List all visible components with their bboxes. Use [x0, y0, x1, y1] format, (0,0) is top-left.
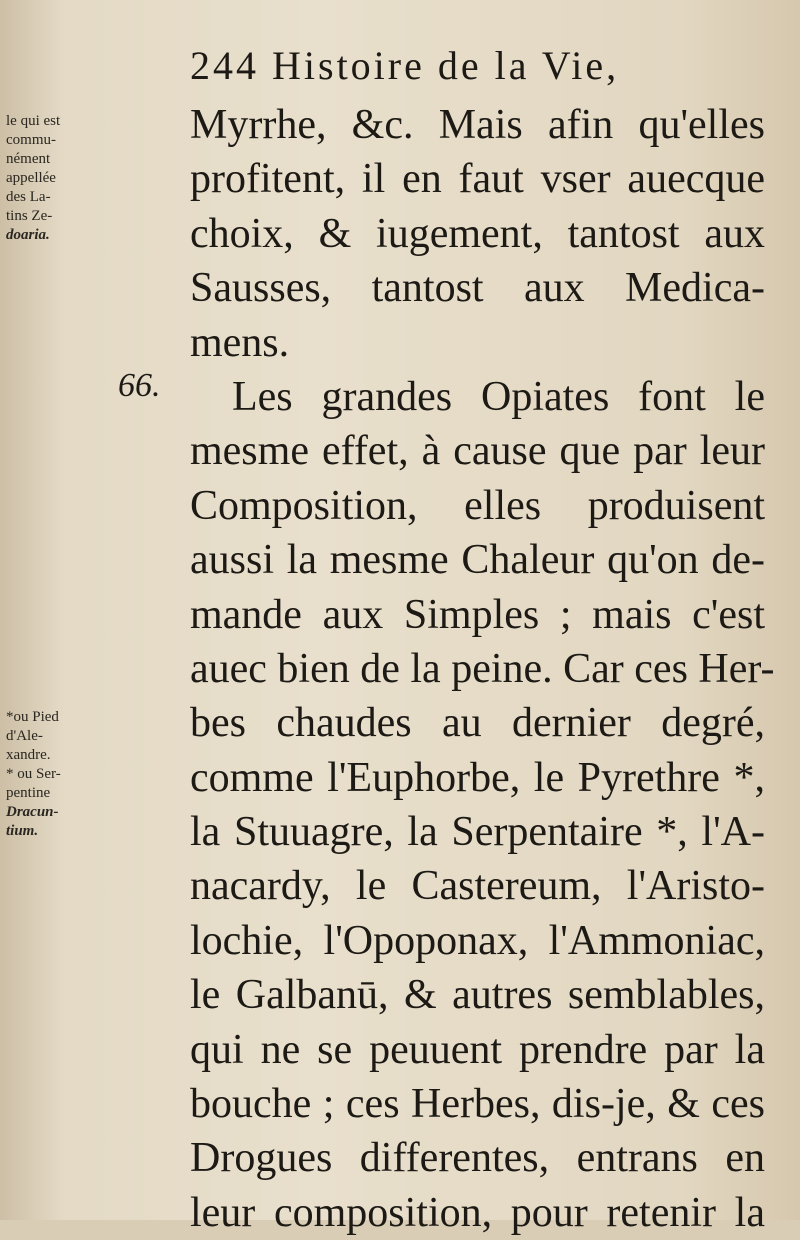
text-line: Sausses, tantost aux Medica-	[190, 265, 765, 312]
text-line: choix, & iugement, tantost aux	[190, 210, 765, 257]
text-line: Drogues differentes, entrans en	[190, 1135, 765, 1182]
margin-note-line: tium.	[6, 823, 39, 839]
text-line: la Stuuagre, la Serpentaire *, l'A-	[190, 809, 765, 856]
margin-note-line: appellée	[6, 170, 56, 186]
text-line: le Galbanū, & autres semblables,	[190, 972, 765, 1019]
text-line: leur composition, pour retenir la	[190, 1189, 765, 1236]
text-line: qui ne se peuuent prendre par la	[190, 1026, 765, 1073]
margin-note-line: nément	[6, 151, 51, 167]
margin-note-zedoaria	[6, 112, 90, 245]
margin-note-line: Dracun-	[6, 804, 59, 820]
margin-note-pied-dalexandre	[6, 708, 90, 841]
text-line: comme l'Euphorbe, le Pyrethre *,	[190, 754, 765, 801]
text-line: bes chaudes au dernier degré,	[190, 700, 765, 747]
text-line: auec bien de la peine. Car ces Her-	[190, 645, 775, 692]
text-line: Composition, elles produisent	[190, 482, 765, 529]
margin-note-line: commu-	[6, 132, 56, 148]
margin-note-line: le qui est	[6, 113, 61, 129]
text-line: mesme effet, à cause que par leur	[190, 428, 765, 475]
paragraph-number: 66.	[118, 367, 161, 404]
text-line: profitent, il en faut vser auecque	[190, 156, 765, 203]
text-line: bouche ; ces Herbes, dis-je, & ces	[190, 1081, 765, 1128]
margin-note-line: d'Ale-	[6, 728, 43, 744]
running-header: 244 Histoire de la Vie,	[190, 43, 620, 88]
margin-note-line: xandre.	[6, 747, 51, 763]
margin-note-line: * ou Ser-	[6, 766, 61, 782]
margin-note-line: des La-	[6, 189, 51, 205]
text-line: lochie, l'Opoponax, l'Ammoniac,	[190, 917, 765, 964]
text-line: aussi la mesme Chaleur qu'on de-	[190, 537, 765, 584]
body-text	[190, 98, 775, 1240]
text-line: nacardy, le Castereum, l'Aristo-	[190, 863, 765, 910]
margin-note-line: tins Ze-	[6, 208, 53, 224]
text-line: mande aux Simples ; mais c'est	[190, 591, 765, 638]
text-line: mens.	[190, 319, 290, 366]
margin-note-line: doaria.	[6, 227, 50, 243]
margin-note-line: *ou Pied	[6, 709, 59, 725]
margin-note-line: pentine	[6, 785, 51, 801]
text-line: Myrrhe, &c. Mais afin qu'elles	[190, 102, 765, 148]
text-line: Les grandes Opiates font le	[232, 373, 765, 420]
